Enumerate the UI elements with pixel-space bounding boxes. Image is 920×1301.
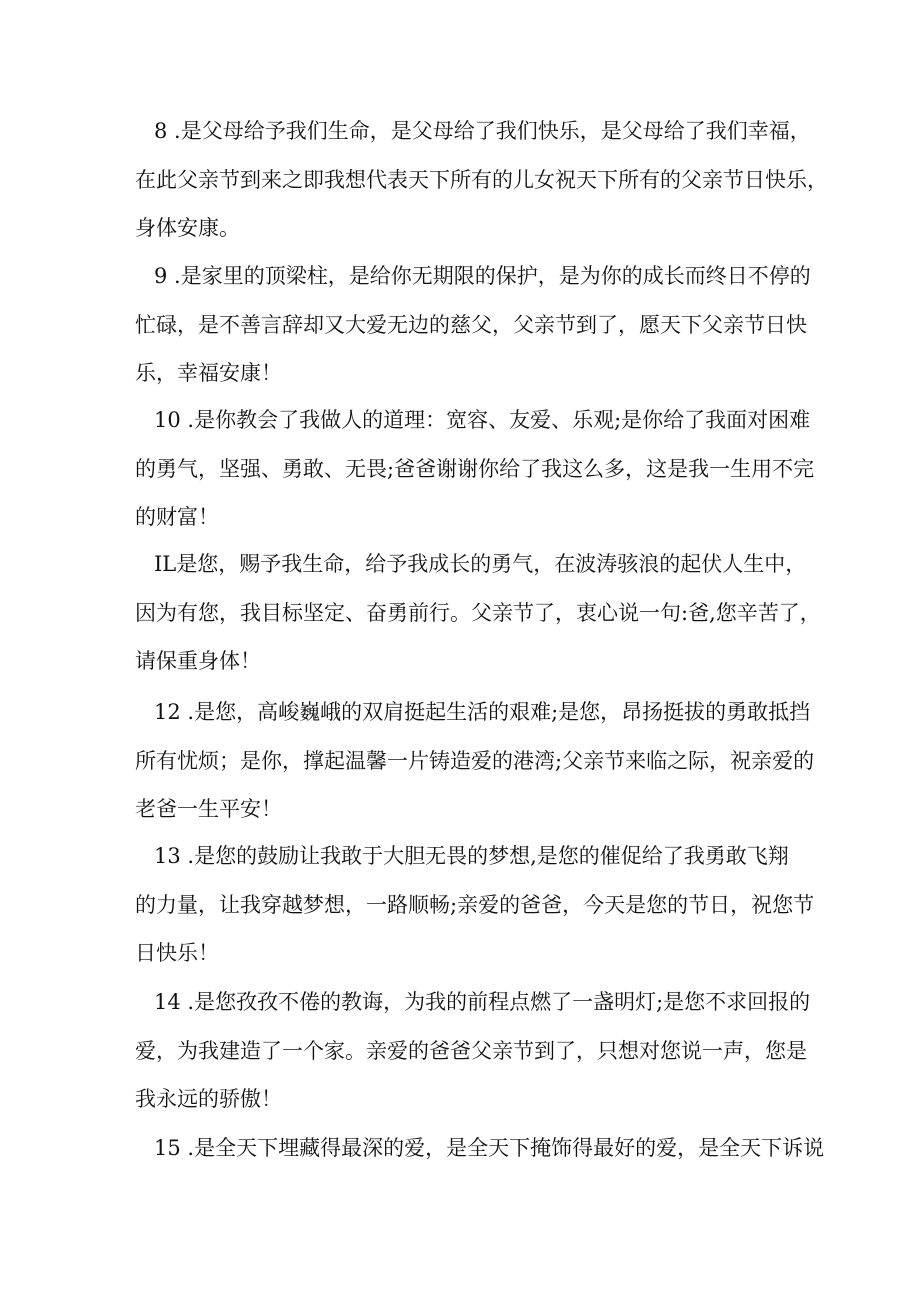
paragraph-line: 的财富！ — [135, 505, 219, 529]
paragraph-line: 因为有您，我目标坚定、奋勇前行。父亲节了，衷心说一句:爸,您辛苦了， — [135, 601, 821, 625]
paragraph-line: 老爸一生平安！ — [135, 797, 282, 821]
paragraph-line: 10 .是你教会了我做人的道理：宽容、友爱、乐观;是你给了我面对困难 — [154, 408, 811, 432]
paragraph-line: 日快乐！ — [135, 941, 219, 965]
paragraph-line: 爱，为我建造了一个家。亲爱的爸爸父亲节到了，只想对您说一声，您是 — [135, 1039, 807, 1063]
paragraph-line: 在此父亲节到来之即我想代表天下所有的儿女祝天下所有的父亲节日快乐， — [135, 168, 828, 192]
paragraph-line: 忙碌，是不善言辞却又大爱无边的慈父，父亲节到了，愿天下父亲节日快 — [135, 313, 807, 337]
paragraph-line: 8 .是父母给予我们生命，是父母给了我们快乐，是父母给了我们幸福， — [154, 119, 811, 143]
paragraph-line: 请保重身体！ — [135, 649, 261, 673]
paragraph-line: 15 .是全天下埋藏得最深的爱，是全天下掩饰得最好的爱，是全天下诉说 — [154, 1136, 825, 1160]
paragraph-line: 我永远的骄傲！ — [135, 1087, 282, 1111]
paragraph-line: 所有忧烦；是你，撑起温馨一片铸造爱的港湾;父亲节来临之际，祝亲爱的 — [135, 749, 815, 773]
paragraph-line: 身体安康。 — [135, 216, 240, 240]
paragraph-line: 的力量，让我穿越梦想，一路顺畅;亲爱的爸爸，今天是您的节日，祝您节 — [135, 893, 815, 917]
paragraph-line: 9 .是家里的顶梁柱，是给你无期限的保护，是为你的成长而终日不停的 — [154, 264, 811, 288]
paragraph-line: 的勇气，坚强、勇敢、无畏;爸爸谢谢你给了我这么多，这是我一生用不完 — [135, 457, 815, 481]
paragraph-line: 13 .是您的鼓励让我敢于大胆无畏的梦想,是您的催促给了我勇敢飞翔 — [154, 844, 789, 868]
paragraph-line: 乐，幸福安康！ — [135, 361, 282, 385]
paragraph-line: 12 .是您，高峻巍峨的双肩挺起生活的艰难;是您，昂扬挺拔的勇敢抵挡 — [154, 700, 811, 724]
paragraph-line: 14 .是您孜孜不倦的教诲，为我的前程点燃了一盏明灯;是您不求回报的 — [154, 990, 811, 1014]
paragraph-line: IL是您，赐予我生命，给予我成长的勇气，在波涛骇浪的起伏人生中， — [154, 552, 807, 576]
